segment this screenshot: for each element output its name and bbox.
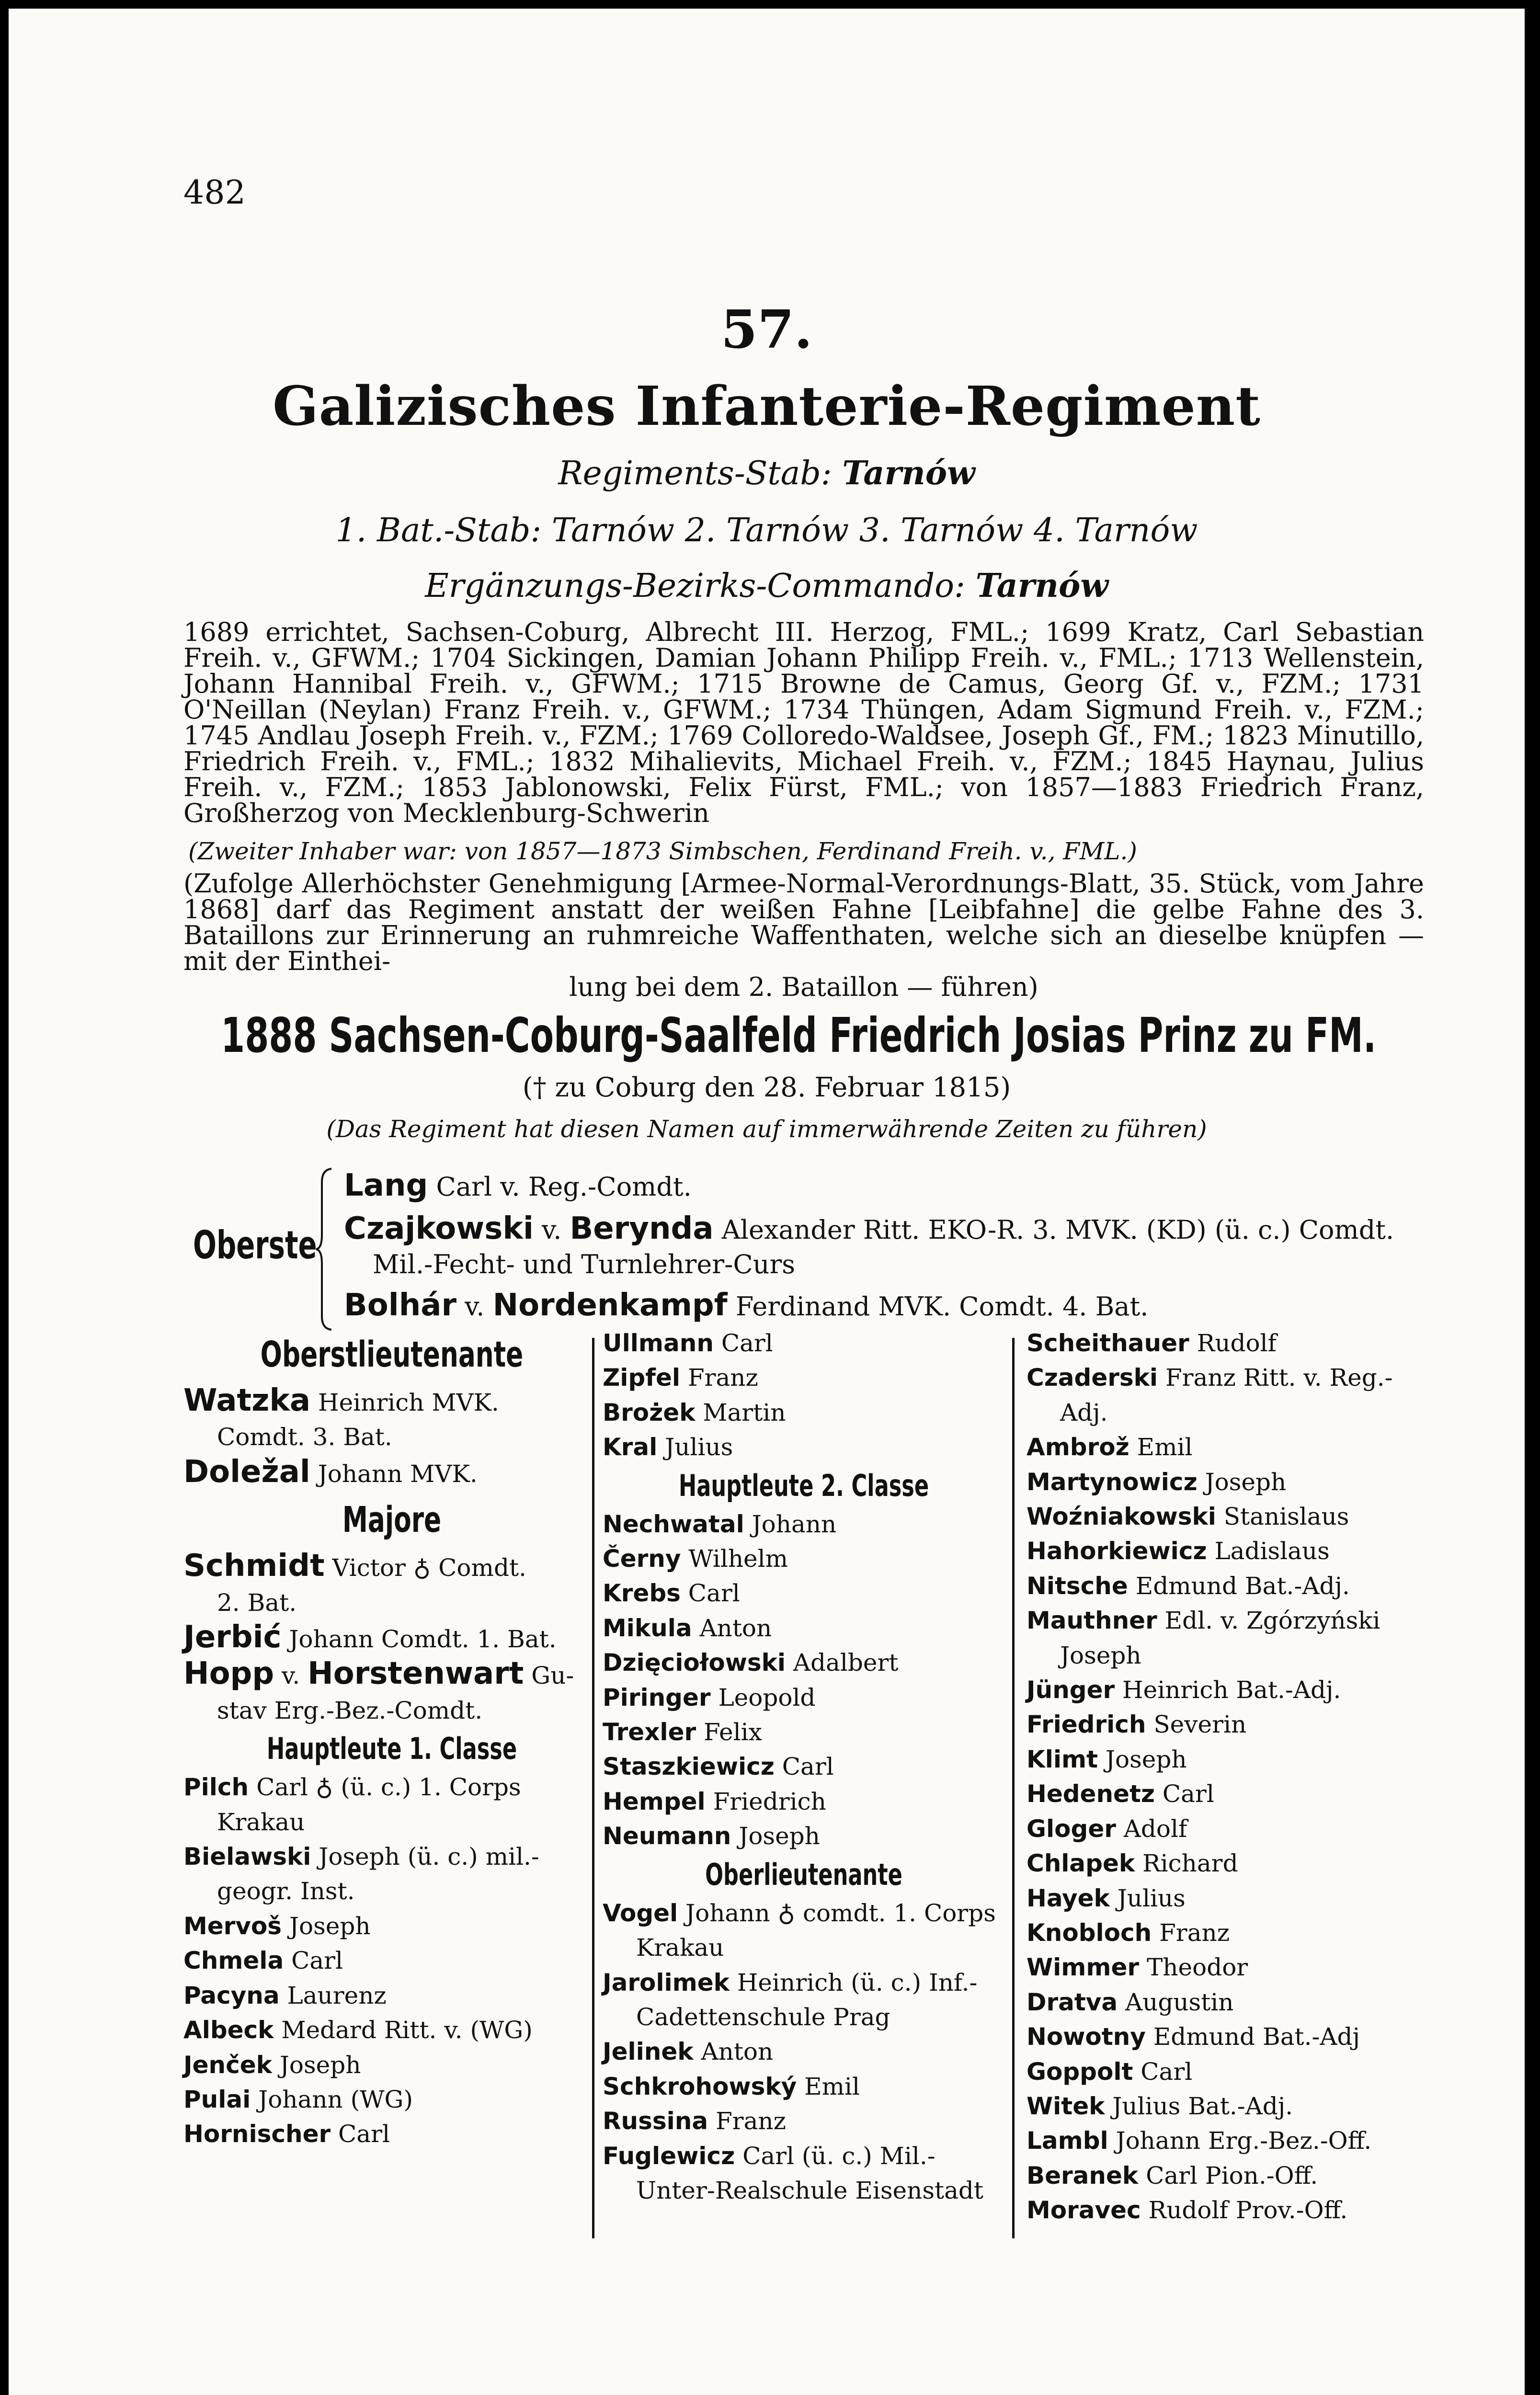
entry-details: Severin [1146, 1711, 1247, 1739]
fahne-note-text: (Zufolge Allerhöchster Genehmigung [Armee-Normal-Verordnungs-Blatt, 35. Stück, vom Jahre 1868] darf das Regiment anstatt der weißen Fahne [Leibfahne] die gelbe Fahne des 3. Bataillons zur Erinnerung an ruhmreiche Waffenthaten, welche sich an dieselbe knüpfen — mit der Einthei- [183, 868, 1424, 976]
person-name: Černy [603, 1545, 681, 1573]
list-item [1027, 2193, 1448, 2227]
entry-details: Heinrich (ü. c.) Inf.- [729, 1968, 978, 1996]
list-item [1027, 1430, 1448, 1464]
person-name: Russina [603, 2107, 708, 2135]
list-item [1027, 1707, 1448, 1742]
inhaber-heading: 1888 Sachsen-Coburg-Saalfeld Friedrich Josias Prinz zu FM. [221, 1007, 1377, 1063]
person-name: Piringer [603, 1683, 711, 1711]
person-name: Ambrož [1027, 1433, 1129, 1461]
oberst-lang [344, 1168, 692, 1203]
list-item [603, 2034, 1005, 2069]
heading-hauptleute-2: Hauptleute 2. Classe [678, 1468, 929, 1503]
list-item [1027, 2019, 1448, 2054]
name-schmidt: Schmidt [183, 1548, 325, 1584]
entry-details: Anton [692, 1614, 772, 1642]
list-item [183, 2082, 600, 2117]
bataillon-stab-line: 1. Bat.-Stab: Tarnów 2. Tarnów 3. Tarnów 4. Tarnów [335, 512, 1198, 549]
entry-details: Victor ♁ Comdt. [324, 1554, 526, 1582]
list-item [603, 1360, 1005, 1395]
entry-details: Felix [696, 1718, 762, 1746]
list-item [603, 1541, 1005, 1576]
name-berynda: Berynda [570, 1211, 714, 1246]
oberst-czajkowski-v: v. [533, 1215, 570, 1245]
entry-details: Joseph [1098, 1745, 1187, 1773]
list-item [1027, 1603, 1448, 1638]
person-name: Jenček [183, 2051, 272, 2079]
person-name: Staszkiewicz [603, 1753, 775, 1781]
list-item [1027, 1985, 1448, 2019]
entry-details: Stanislaus [1216, 1503, 1349, 1531]
list-item-cont: Unter-Realschule Eisenstadt [636, 2176, 983, 2204]
list-item-cont: Cadettenschule Prag [636, 2003, 890, 2031]
person-name: Hahorkiewicz [1027, 1537, 1207, 1565]
person-name: Scheithauer [1027, 1329, 1189, 1357]
list-item [603, 1395, 1005, 1430]
person-name: Nitsche [1027, 1572, 1128, 1600]
list-item [603, 1749, 1005, 1784]
list-item [1027, 2054, 1448, 2089]
heading-oberlieutenante: Oberlieutenante [705, 1857, 902, 1892]
list-item [1027, 1465, 1448, 1499]
person-name: Mauthner [1027, 1607, 1157, 1635]
list-item [603, 1576, 1005, 1610]
oberlieutenante-list-cont [1027, 1326, 1448, 2228]
person-name: Schkrohowský [603, 2072, 797, 2100]
entry-details: Carl [713, 1329, 773, 1357]
entry-details: Richard [1135, 1849, 1238, 1878]
person-name: Kral [603, 1433, 658, 1461]
person-name: Hornischer [183, 2120, 331, 2148]
entry-details: Franz [680, 1364, 758, 1392]
entry-details: Leopold [710, 1683, 816, 1711]
list-item [183, 2013, 600, 2047]
person-name: Martynowicz [1027, 1468, 1198, 1496]
fahne-note-last-line: lung bei dem 2. Bataillon — führen) [569, 972, 1038, 1002]
person-name: Klimt [1027, 1745, 1098, 1773]
entry-details: Julius [657, 1433, 733, 1461]
oberlieutenante-list [603, 1896, 1005, 2208]
list-item-cont: Comdt. 3. Bat. [217, 1423, 392, 1451]
heading-oberstlieutenante: Oberstlieutenante [260, 1334, 524, 1375]
entry-details: Carl [1133, 2057, 1193, 2086]
regiment-title: Galizisches Infanterie-Regiment [273, 375, 1261, 438]
person-name: Brożek [603, 1398, 696, 1426]
list-item [183, 1978, 600, 2013]
person-name: Jelinek [603, 2038, 694, 2066]
entry-details: Joseph [731, 1822, 820, 1850]
list-item [603, 1819, 1005, 1853]
fahne-note [183, 868, 1424, 1002]
list-item [603, 2069, 1005, 2104]
person-name: Witek [1027, 2092, 1105, 2120]
list-item-cont: Adj. [1060, 1398, 1108, 1426]
person-name: Fuglewicz [603, 2142, 735, 2170]
person-name: Goppolt [1027, 2057, 1133, 2086]
entry-details: Johann Comdt. 1. Bat. [281, 1625, 557, 1654]
entry-details: Carl [774, 1753, 834, 1781]
person-name: Zipfel [603, 1364, 680, 1392]
entry-details: Johann Erg.-Bez.-Off. [1108, 2127, 1372, 2155]
person-name: Friedrich [1027, 1711, 1146, 1739]
person-name: Krebs [603, 1579, 681, 1608]
list-item [1027, 1916, 1448, 1950]
entry-details: Julius [1109, 1884, 1186, 1912]
column-1 [183, 1326, 600, 2152]
regiment-history: 1689 errichtet, Sachsen-Coburg, Albrecht III. Herzog, FML.; 1699 Kratz, Carl Sebastian Freih. v., GFWM.; 1704 Sickingen, Damian Johann Philipp Freih. v., FML.; 1713 Wellenstein, Johann Hannibal Freih. v., GFWM.; 1715 Browne de Camus, Georg Gf. v., FZM.; 1731 O'Neillan (Neylan) Franz Freih. v., GFWM.; 1734 Thüngen, Adam Sigmund Freih. v., FZM.; 1745 Andlau Joseph Freih. v., FZM.; 1769 Colloredo-Waldsee, Joseph Gf., FM.; 1823 Minutillo, Friedrich Freih. v., FML.; 1832 Mihalievits, Michael Freih. v., FZM.; 1845 Haynau, Julius Freih. v., FZM.; 1853 Jablonowski, Felix Fürst, FML.; von 1857—1883 Friedrich Franz, Großherzog von Mecklenburg-Schwerin [183, 617, 1424, 828]
list-item [1027, 1881, 1448, 1916]
name-nordenkampf: Nordenkampf [492, 1288, 728, 1323]
entry-details: Joseph [1197, 1468, 1287, 1496]
oberst-bolhar [344, 1288, 1148, 1323]
column-divider-2 [1012, 1338, 1015, 2238]
entry-details: Martin [695, 1398, 786, 1426]
list-item [1027, 1846, 1448, 1881]
inhaber-death-note: († zu Coburg den 28. Februar 1815) [522, 1072, 1011, 1103]
oberst-bolhar-details: Ferdinand MVK. Comdt. 4. Bat. [727, 1291, 1149, 1322]
list-item [183, 1770, 600, 1804]
list-item-cont: Krakau [217, 1808, 305, 1836]
entry-details: Gu- [524, 1662, 574, 1690]
name-dolezal: Doležal [183, 1454, 310, 1490]
entry-details: Carl ♁ (ü. c.) 1. Corps [249, 1773, 521, 1802]
list-item [603, 1680, 1005, 1715]
oberste-label: Oberste [193, 1223, 317, 1267]
list-item-cont: Joseph [1060, 1641, 1141, 1669]
name-lang: Lang [344, 1168, 428, 1203]
list-item [183, 1656, 600, 1693]
entry-details: Rudolf Prov.-Off. [1141, 2196, 1348, 2224]
person-name: Chmela [183, 1947, 284, 1975]
list-item [1027, 1673, 1448, 1707]
entry-details: Medard Ritt. v. (WG) [274, 2016, 533, 2044]
name-bolhar: Bolhár [344, 1288, 456, 1323]
person-name: Pulai [183, 2085, 251, 2113]
entry-details: Adalbert [786, 1649, 899, 1677]
list-item [603, 1896, 1005, 1930]
heading-hauptleute-1: Hauptleute 1. Classe [266, 1731, 517, 1767]
oberst-czajkowski [344, 1211, 1394, 1246]
entry-details: Johann (WG) [251, 2085, 413, 2113]
entry-details: Franz [708, 2107, 786, 2135]
entry-details: Wilhelm [681, 1545, 788, 1573]
oberst-czajkowski-details: Alexander Ritt. EKO-R. 3. MVK. (KD) (ü. c.) Comdt. [713, 1215, 1394, 1245]
entry-details: Edmund Bat.-Adj [1145, 2023, 1360, 2051]
list-item [603, 1507, 1005, 1541]
ergaenzungs-commando-line [9, 567, 1525, 605]
entry-details: Emil [797, 2072, 860, 2100]
person-name: Wimmer [1027, 1953, 1140, 1982]
person-name: Moravec [1027, 2196, 1141, 2224]
brace-icon [315, 1168, 334, 1331]
list-item-cont: stav Erg.-Bez.-Comdt. [217, 1696, 483, 1724]
page-number: 482 [183, 174, 246, 212]
person-name: Neumann [603, 1822, 731, 1850]
oberst-lang-details: Carl v. Reg.-Comdt. [428, 1172, 692, 1202]
entry-details: Carl Pion.-Off. [1138, 2161, 1318, 2190]
list-item [183, 2117, 600, 2151]
list-item [183, 1383, 600, 1420]
person-name: Vogel [603, 1899, 678, 1927]
list-item [603, 2104, 1005, 2138]
person-name: Beranek [1027, 2161, 1139, 2190]
entry-details: Anton [693, 2038, 774, 2066]
list-item [1027, 1950, 1448, 1984]
entry-details: Julius Bat.-Adj. [1105, 2092, 1293, 2120]
entry-details: Rudolf [1189, 1329, 1277, 1357]
entry-details: Joseph [272, 2051, 361, 2079]
list-item [1027, 2123, 1448, 2158]
person-name: Woźniakowski [1027, 1503, 1216, 1531]
hauptleute-2-list [603, 1507, 1005, 1854]
list-item [1027, 1777, 1448, 1811]
column-2 [603, 1326, 1005, 2208]
person-name: Trexler [603, 1718, 696, 1746]
person-name: Czaderski [1027, 1364, 1158, 1392]
list-item [1027, 1534, 1448, 1568]
list-item [603, 1965, 1005, 2000]
person-name: Hayek [1027, 1884, 1110, 1912]
list-item [183, 1455, 600, 1491]
person-name: Mervoš [183, 1912, 282, 1940]
entry-details: Theodor [1139, 1953, 1248, 1982]
list-item [1027, 1326, 1448, 1360]
column-3 [1027, 1326, 1448, 2228]
entry-details: Laurenz [279, 1981, 387, 2009]
entry-details: Carl [284, 1947, 343, 1975]
heading-majore: Majore [342, 1499, 442, 1541]
list-item [1027, 2089, 1448, 2123]
entry-details: Carl [1154, 1780, 1214, 1808]
list-item [1027, 2158, 1448, 2193]
entry-details: Edl. v. Zgórzyński [1157, 1607, 1380, 1635]
person-name: Nechwatal [603, 1510, 744, 1538]
name-horstenwart: Horstenwart [308, 1656, 524, 1692]
list-item [603, 1326, 1005, 1360]
entry-details: Augustin [1118, 1988, 1234, 2016]
list-item [1027, 1499, 1448, 1534]
entry-details: Joseph [282, 1912, 371, 1940]
list-item-cont: geogr. Inst. [217, 1877, 355, 1905]
person-name: Jünger [1027, 1676, 1115, 1704]
person-name: Hedenetz [1027, 1780, 1155, 1808]
list-item [183, 1620, 600, 1656]
list-item [183, 1839, 600, 1874]
oberst-bolhar-v: v. [456, 1291, 493, 1322]
list-item [183, 1549, 600, 1585]
name-hopp: Hopp [183, 1656, 274, 1692]
entry-details: Franz [1152, 1918, 1230, 1947]
list-item-cont: Krakau [636, 1934, 724, 1962]
person-name: Knobloch [1027, 1918, 1152, 1947]
list-item [1027, 1812, 1448, 1846]
entry-details: Franz Ritt. v. Reg.- [1158, 1364, 1393, 1392]
document-page [9, 9, 1525, 2395]
entry-details: Heinrich Bat.-Adj. [1115, 1676, 1341, 1704]
entry-details: Johann [744, 1510, 837, 1538]
list-item [183, 1943, 600, 1978]
entry-details: Joseph (ü. c.) mil.- [311, 1843, 539, 1871]
person-name: Albeck [183, 2016, 274, 2044]
entry-details: Edmund Bat.-Adj. [1128, 1572, 1350, 1600]
person-name: Jarolimek [603, 1968, 730, 1996]
name-watzka: Watzka [183, 1383, 311, 1418]
entry-details: Ladislaus [1207, 1537, 1330, 1565]
list-item [183, 1909, 600, 1943]
list-item [1027, 1742, 1448, 1777]
entry-v: v. [274, 1662, 308, 1690]
entry-details: Johann MVK. [310, 1460, 478, 1488]
entry-details: Johann ♁ comdt. 1. Corps [678, 1899, 996, 1927]
list-item [1027, 1360, 1448, 1395]
list-item [603, 1715, 1005, 1749]
hauptleute-1-list-cont [603, 1326, 1005, 1465]
list-item [603, 1430, 1005, 1464]
person-name: Pacyna [183, 1981, 280, 2009]
entry-details: Adolf [1116, 1814, 1187, 1843]
list-item [183, 2048, 600, 2082]
person-name: Pilch [183, 1773, 249, 1802]
list-item [603, 1784, 1005, 1819]
regiments-stab-value: Tarnów [842, 454, 975, 492]
list-item [603, 1645, 1005, 1680]
inhaber-name-note: (Das Regiment hat diesen Namen auf immerwährende Zeiten zu führen) [326, 1115, 1207, 1143]
entry-details: Heinrich MVK. [310, 1389, 499, 1416]
person-name: Bielawski [183, 1843, 311, 1871]
person-name: Hempel [603, 1787, 706, 1815]
list-item [603, 2139, 1005, 2173]
regiments-stab-line [9, 454, 1525, 492]
list-item [603, 1611, 1005, 1645]
name-jerbic: Jerbić [183, 1619, 282, 1655]
hauptleute-1-list [183, 1770, 600, 2151]
person-name: Nowotny [1027, 2023, 1146, 2051]
person-name: Dratva [1027, 1988, 1118, 2016]
entry-details: Carl (ü. c.) Mil.- [735, 2142, 935, 2170]
ergaenzungs-value: Tarnów [975, 567, 1108, 605]
person-name: Ullmann [603, 1329, 714, 1357]
person-name: Mikula [603, 1614, 692, 1642]
entry-details: Carl [331, 2120, 390, 2148]
person-name: Dzięciołowski [603, 1649, 786, 1677]
oberst-czajkowski-cont: Mil.-Fecht- und Turnlehrer-Curs [373, 1249, 795, 1279]
person-name: Lambl [1027, 2127, 1108, 2155]
zweiter-inhaber-note: (Zweiter Inhaber war: von 1857—1873 Simbschen, Ferdinand Freih. v., FML.) [188, 837, 1137, 865]
regiments-stab-label: Regiments-Stab: [558, 455, 832, 492]
regiment-number: 57. [720, 298, 813, 360]
name-czajkowski: Czajkowski [344, 1211, 534, 1246]
list-item-cont: 2. Bat. [217, 1588, 297, 1617]
ergaenzungs-label: Ergänzungs-Bezirks-Commando: [425, 567, 965, 605]
entry-details: Emil [1129, 1433, 1193, 1461]
entry-details: Carl [680, 1579, 740, 1608]
person-name: Chlapek [1027, 1849, 1135, 1878]
entry-details: Friedrich [705, 1787, 826, 1815]
list-item [1027, 1569, 1448, 1603]
person-name: Gloger [1027, 1814, 1116, 1843]
